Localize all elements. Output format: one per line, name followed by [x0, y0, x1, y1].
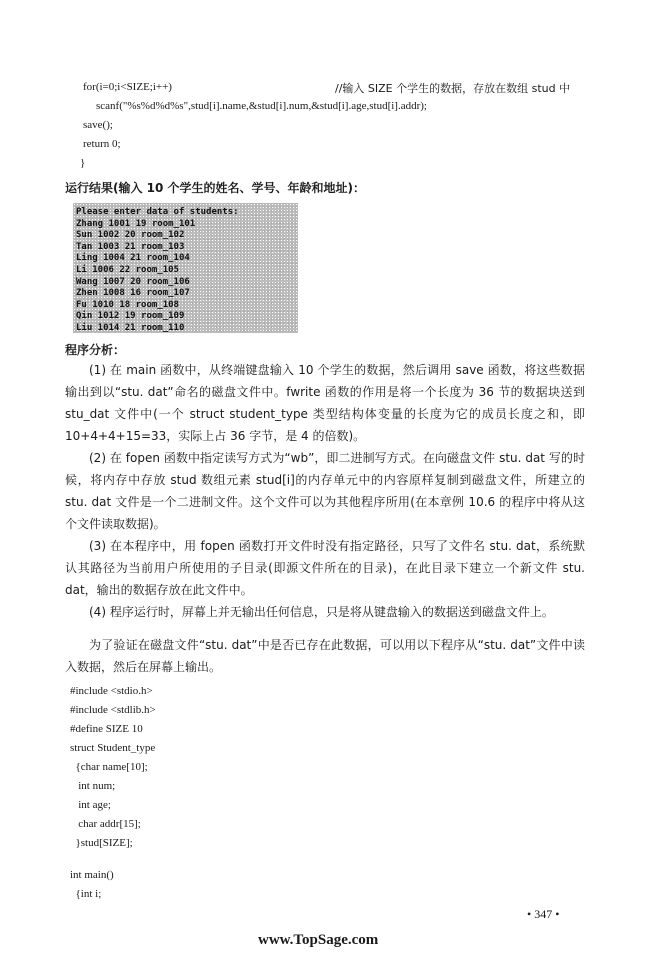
console-line: Li 1006 22 room_105 — [76, 264, 179, 275]
code-line: {char name[10]; — [70, 761, 148, 773]
site-footer: www.TopSage.com — [258, 932, 379, 948]
page-number: • 347 • — [527, 907, 560, 921]
code-line: for(i=0;i<SIZE;i++) — [83, 81, 172, 93]
console-line: Liu 1014 21 room_110 — [76, 322, 185, 333]
code-line: {int i; — [70, 888, 102, 900]
code-line: scanf("%s%d%d%s",stud[i].name,&stud[i].num,&stud[i].age,stud[i].addr); — [96, 100, 427, 112]
console-line: Wang 1007 20 room_106 — [76, 276, 190, 287]
code-comment: //输入 SIZE 个学生的数据，存放在数组 stud 中 — [335, 82, 571, 95]
console-output-image — [73, 203, 298, 333]
console-line: Sun 1002 20 room_102 — [76, 230, 185, 241]
code-line: }stud[SIZE]; — [70, 837, 133, 849]
code-line: int main() — [70, 869, 114, 881]
code-line: struct Student_type — [70, 742, 156, 754]
code-line: char addr[15]; — [70, 818, 141, 830]
console-line: Zhang 1001 19 room_101 — [76, 218, 196, 229]
code-line: int num; — [70, 780, 116, 792]
code-line: #include <stdlib.h> — [70, 704, 156, 716]
paragraph: (2) 在 fopen 函数中指定读写方式为“wb”，即二进制写方式。在向磁盘文件 stu. dat 写的时候，将内存中存放 stud 数组元素 stud[i]的内存单元中的内容原样复制到磁盘文件，所建立的 stu. dat 文件是一个二进制文件。这个文件可以为其他程序所用(在本章例 10.6 的程序中将从这个文件读取数据)。 — [65, 451, 585, 531]
paragraph: 为了验证在磁盘文件“stu. dat”中是否已存在此数据，可以用以下程序从“stu. dat”文件中读入数据，然后在屏幕上输出。 — [65, 638, 585, 674]
code-line: #include <stdio.h> — [70, 685, 153, 697]
console-line: Please enter data of students: — [76, 207, 239, 217]
code-line: int age; — [70, 799, 111, 811]
console-line: Tan 1003 21 room_103 — [76, 241, 185, 252]
analysis-title: 程序分析： — [65, 343, 126, 357]
paragraph: (4) 程序运行时，屏幕上并无输出任何信息，只是将从键盘输入的数据送到磁盘文件上。 — [89, 605, 554, 619]
console-line: Fu 1010 18 room_108 — [76, 299, 179, 310]
paragraph: (1) 在 main 函数中，从终端键盘输入 10 个学生的数据，然后调用 save 函数，将这些数据输出到以“stu. dat”命名的磁盘文件中。fwrite 函数的作用是将一个长度为 36 节的数据块送到 stu_dat 文件中(一个 struct student_type 类型结构体变量的长度为它的成员长度之和，即 10+4+4+15=33，实际上占 36 字节，是 4 的倍数)。 — [65, 363, 585, 443]
console-line: Zhen 1008 16 room_107 — [76, 288, 190, 299]
code-line: save(); — [83, 119, 113, 131]
code-line: } — [80, 157, 86, 169]
paragraph: (3) 在本程序中，用 fopen 函数打开文件时没有指定路径，只写了文件名 stu. dat，系统默认其路径为当前用户所使用的子目录(即源文件所在的目录)，在此目录下建立一个新文件 stu. dat，输出的数据存放在此文件中。 — [65, 539, 585, 597]
code-line: return 0; — [83, 138, 121, 150]
code-line: #define SIZE 10 — [70, 723, 143, 735]
run-result-title: 运行结果(输入 10 个学生的姓名、学号、年龄和地址)： — [65, 181, 366, 195]
console-line: Qin 1012 19 room_109 — [76, 311, 185, 322]
console-line: Ling 1004 21 room_104 — [76, 253, 190, 264]
